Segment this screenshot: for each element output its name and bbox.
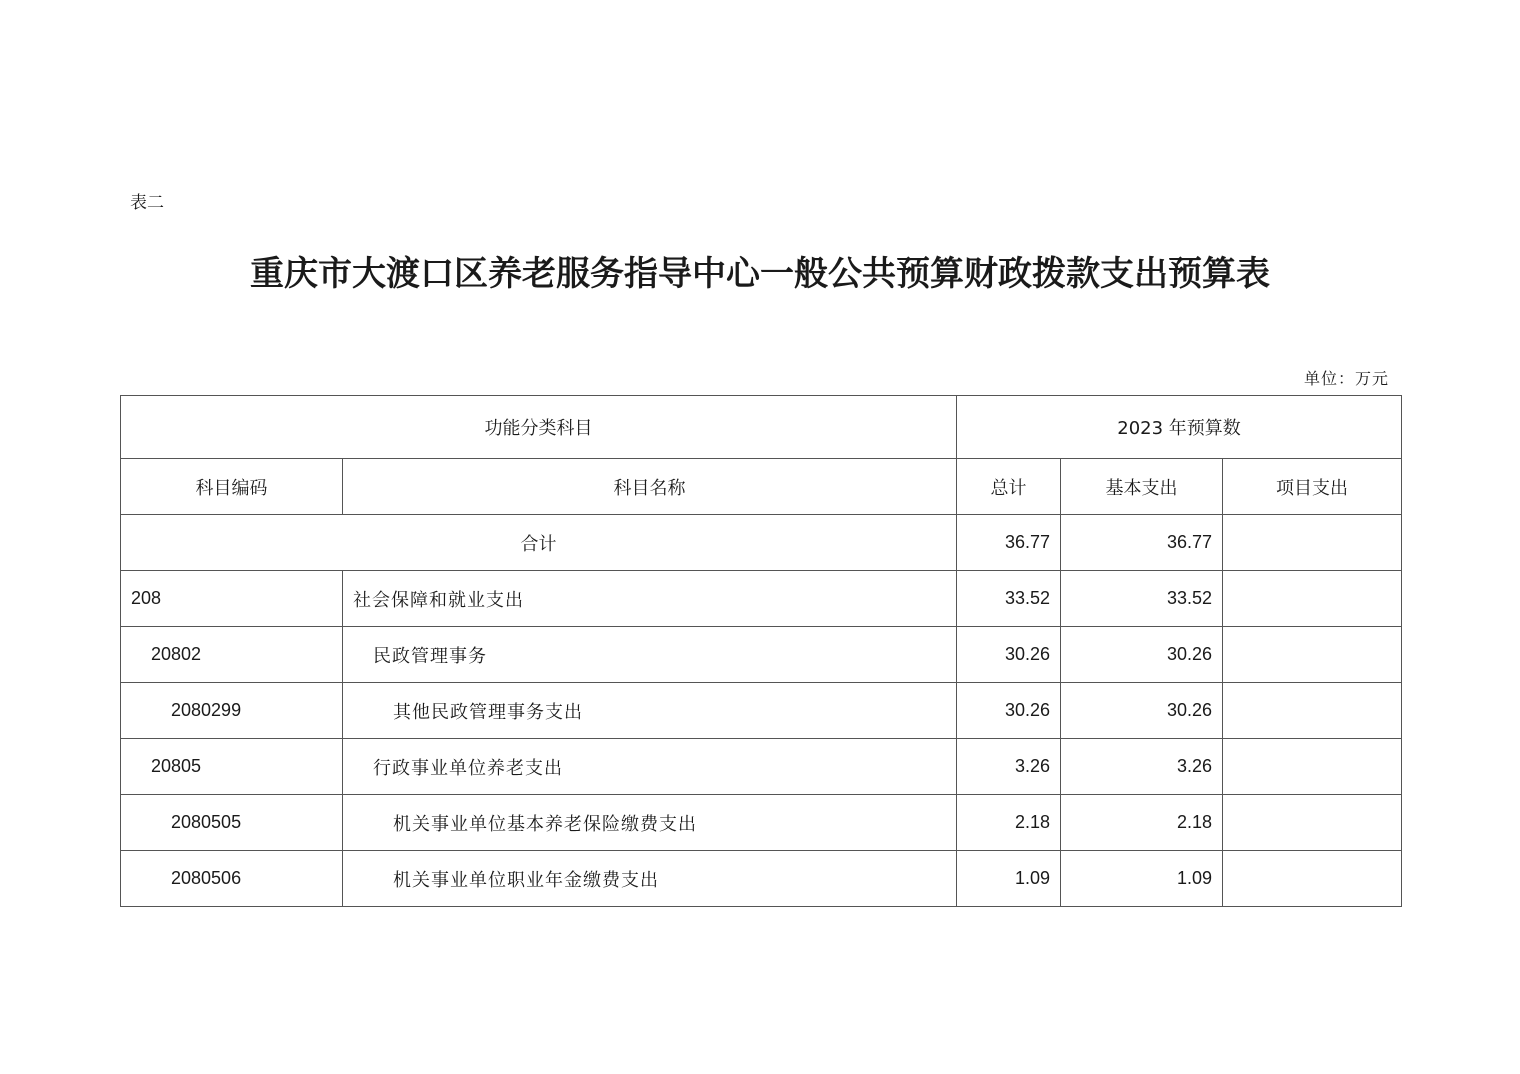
row-project bbox=[1223, 795, 1402, 851]
header-total: 总计 bbox=[957, 459, 1061, 515]
row-name: 社会保障和就业支出 bbox=[343, 571, 957, 627]
row-total: 1.09 bbox=[957, 851, 1061, 907]
row-basic: 33.52 bbox=[1061, 571, 1223, 627]
header-basic: 基本支出 bbox=[1061, 459, 1223, 515]
header-code: 科目编码 bbox=[121, 459, 343, 515]
row-basic: 30.26 bbox=[1061, 683, 1223, 739]
unit-label: 单位：万元 bbox=[1303, 369, 1389, 388]
row-project bbox=[1223, 739, 1402, 795]
row-name: 机关事业单位基本养老保险缴费支出 bbox=[343, 795, 957, 851]
row-total: 30.26 bbox=[957, 683, 1061, 739]
table-row bbox=[121, 739, 1402, 795]
total-total-value: 36.77 bbox=[957, 515, 1061, 571]
row-project bbox=[1223, 571, 1402, 627]
row-total: 3.26 bbox=[957, 739, 1061, 795]
row-code: 20802 bbox=[121, 627, 343, 683]
header-project: 项目支出 bbox=[1223, 459, 1402, 515]
row-code: 2080506 bbox=[121, 851, 343, 907]
table-row bbox=[121, 683, 1402, 739]
table-row bbox=[121, 851, 1402, 907]
row-project bbox=[1223, 627, 1402, 683]
total-project-value bbox=[1223, 515, 1402, 571]
row-project bbox=[1223, 851, 1402, 907]
header-function-category: 功能分类科目 bbox=[121, 396, 957, 459]
document-title: 重庆市大渡口区养老服务指导中心一般公共预算财政拨款支出预算表 bbox=[250, 254, 1270, 294]
row-basic: 30.26 bbox=[1061, 627, 1223, 683]
table-row bbox=[121, 795, 1402, 851]
row-total: 30.26 bbox=[957, 627, 1061, 683]
row-project bbox=[1223, 683, 1402, 739]
table-number: 表二 bbox=[130, 193, 164, 213]
table-row bbox=[121, 627, 1402, 683]
row-code: 2080505 bbox=[121, 795, 343, 851]
row-name: 其他民政管理事务支出 bbox=[343, 683, 957, 739]
header-budget-year: 2023 年预算数 bbox=[957, 396, 1402, 459]
row-name: 民政管理事务 bbox=[343, 627, 957, 683]
row-basic: 2.18 bbox=[1061, 795, 1223, 851]
row-name: 机关事业单位职业年金缴费支出 bbox=[343, 851, 957, 907]
row-code: 2080299 bbox=[121, 683, 343, 739]
row-name: 行政事业单位养老支出 bbox=[343, 739, 957, 795]
row-basic: 1.09 bbox=[1061, 851, 1223, 907]
total-label: 合计 bbox=[121, 515, 957, 571]
header-name: 科目名称 bbox=[343, 459, 957, 515]
row-basic: 3.26 bbox=[1061, 739, 1223, 795]
header-row-group bbox=[121, 396, 1402, 459]
total-basic-value: 36.77 bbox=[1061, 515, 1223, 571]
budget-table bbox=[120, 395, 1402, 907]
row-code: 20805 bbox=[121, 739, 343, 795]
row-total: 33.52 bbox=[957, 571, 1061, 627]
row-total: 2.18 bbox=[957, 795, 1061, 851]
header-row-columns bbox=[121, 459, 1402, 515]
row-code: 208 bbox=[121, 571, 343, 627]
total-row bbox=[121, 515, 1402, 571]
table-row bbox=[121, 571, 1402, 627]
